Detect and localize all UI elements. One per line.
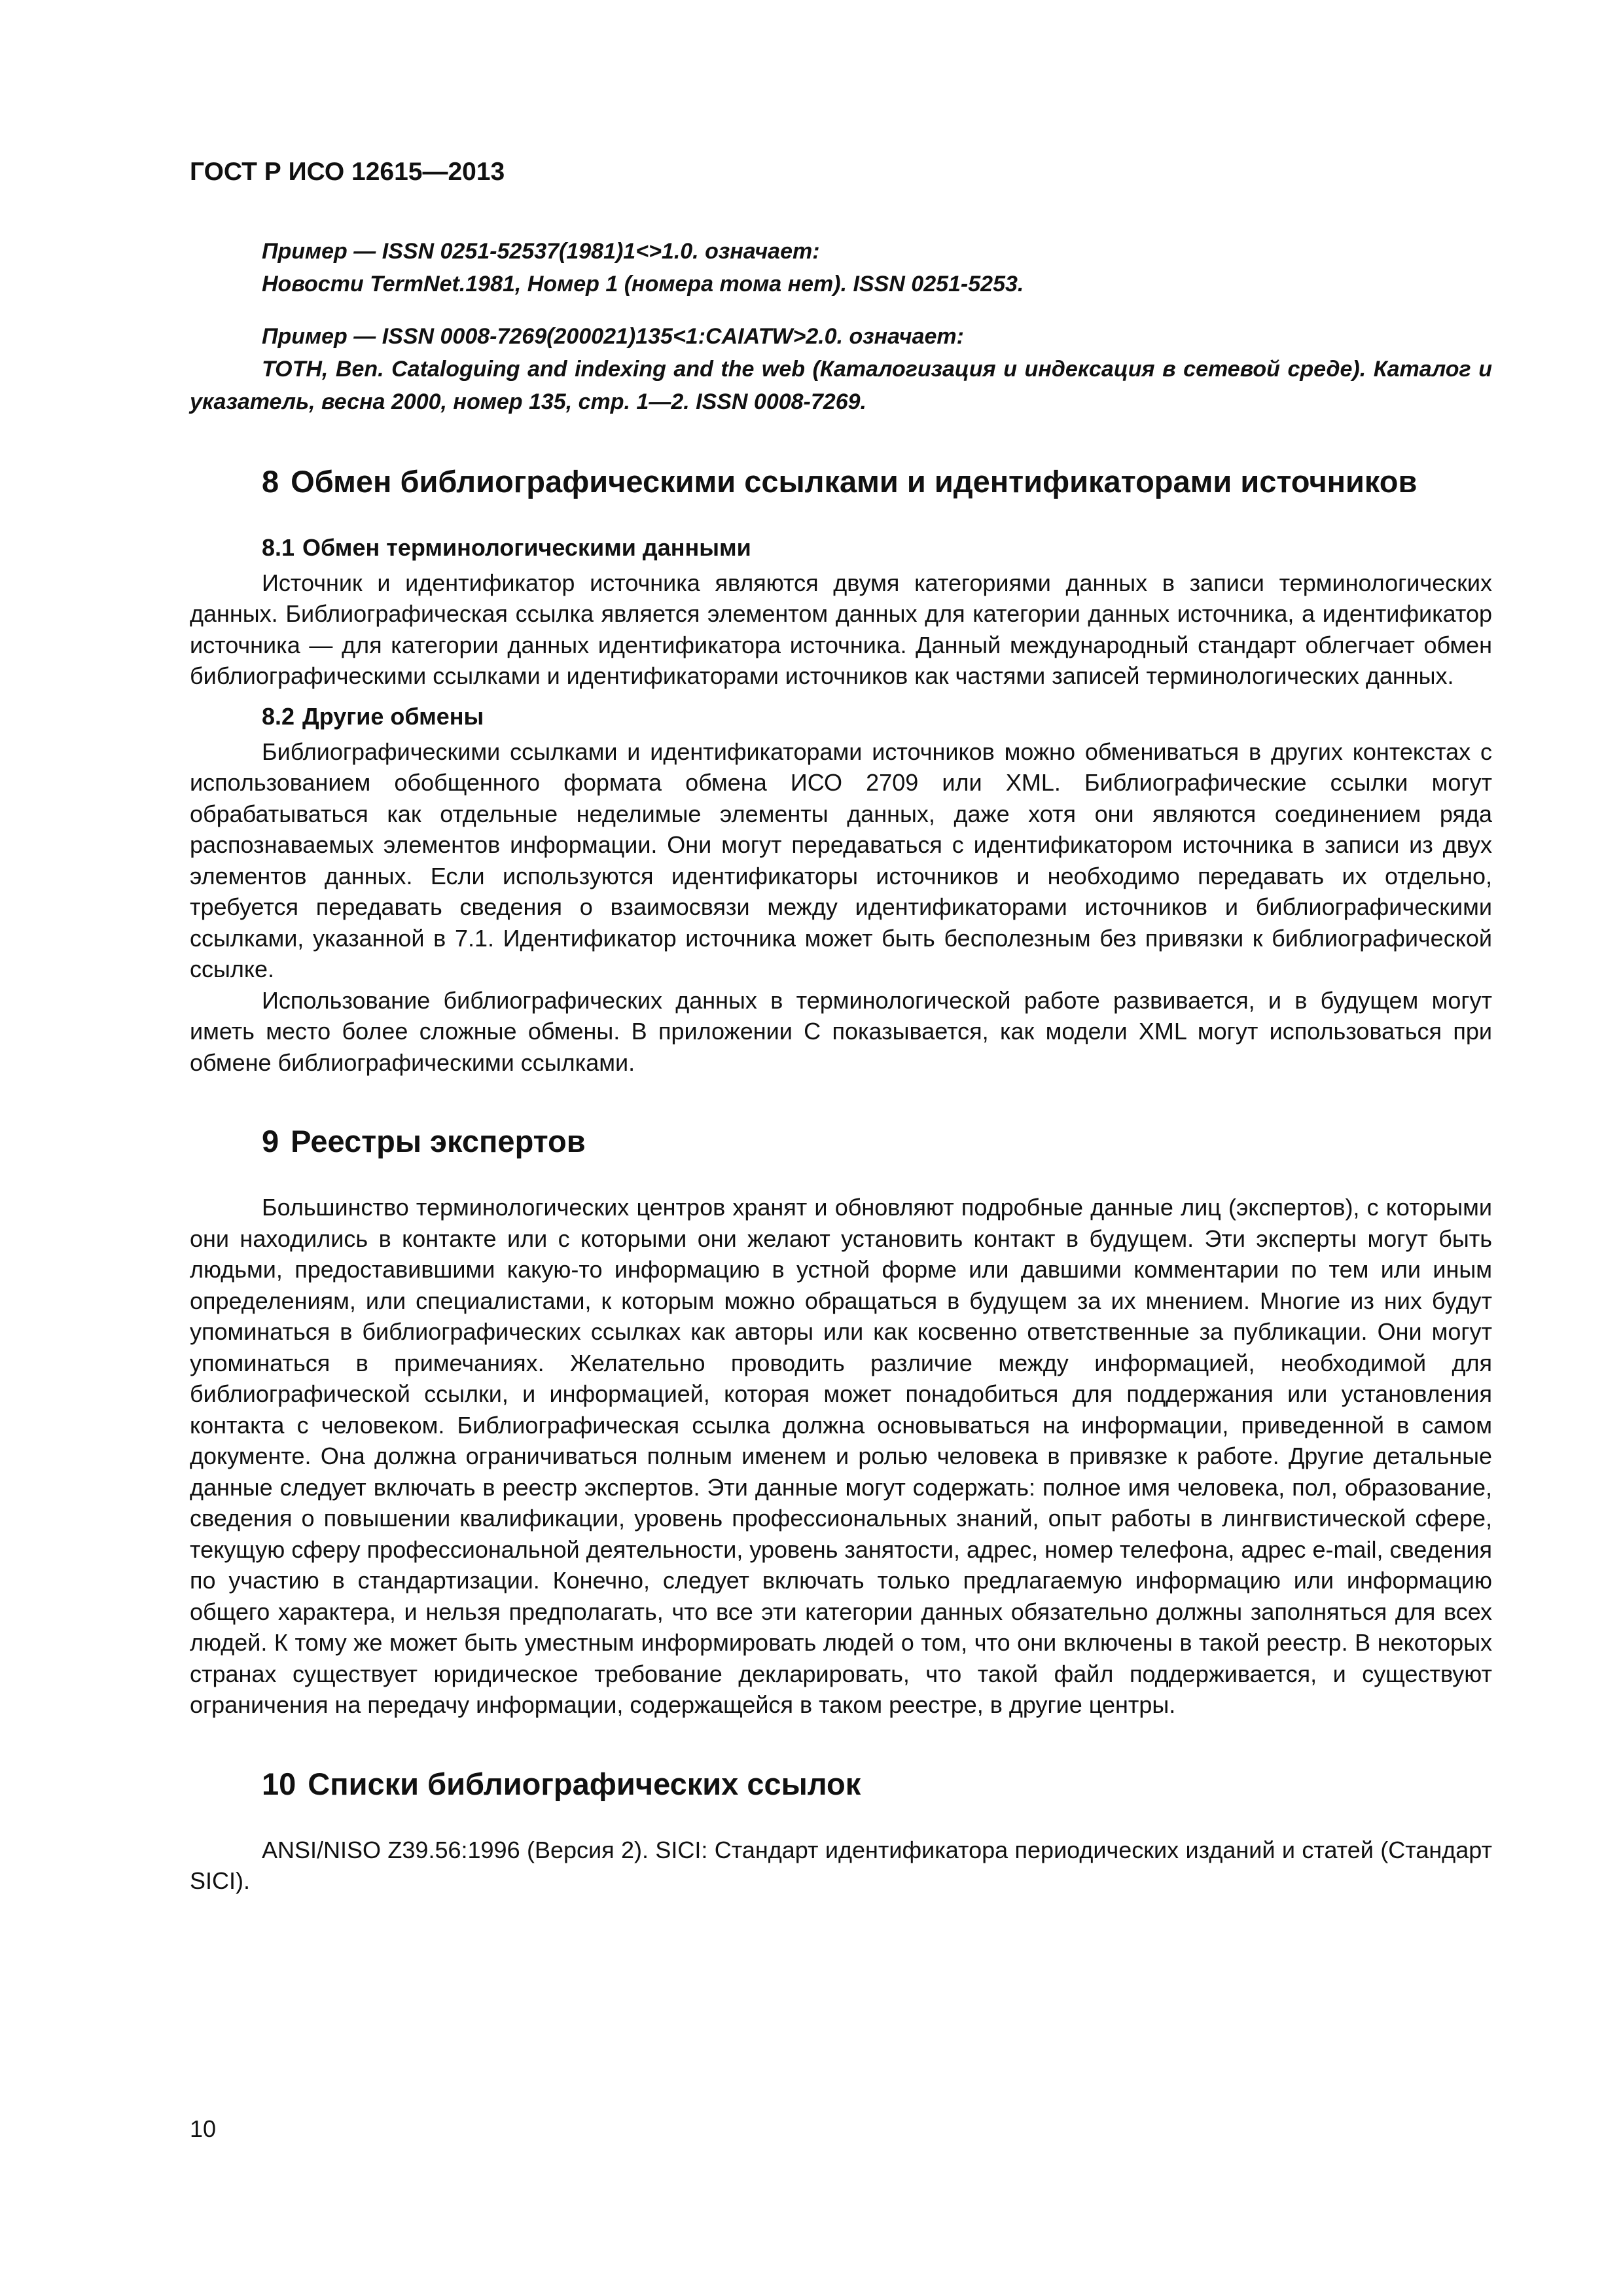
example-line: Новости TermNet.1981, Номер 1 (номера тома нет). ISSN 0251-5253.	[262, 271, 1024, 296]
section-number: 10	[262, 1766, 296, 1801]
page-number: 10	[190, 2115, 217, 2142]
section-9-heading	[262, 1121, 1492, 1162]
subsection-number: 8.1	[262, 533, 295, 561]
section-title: Реестры экспертов	[291, 1124, 586, 1159]
paragraph: Большинство терминологических центров хранят и обновляют подробные данные лиц (экспертов), с которыми они находились в контакте или с которыми они желают установить контакт в будущем. Эти эксперты могут быть людьми, предоставившими какую-то информацию в устной форме или давшими комментарии по тем или иным определениям, или специалистами, к которым можно обращаться в будущем за их мнением. Многие из них будут упоминаться в библиографических ссылках как авторы или как косвенно ответственные за публикации. Они могут упоминаться в примечаниях. Желательно проводить различие между информацией, необходимой для библиографической ссылки, и информацией, которая может понадобиться для поддержания или установления контакта с человеком. Библиографическая ссылка должна основываться на информации, приведенной в самом документе. Она должна ограничиваться полным именем и ролью человека в привязке к работе. Другие детальные данные следует включать в реестр экспертов. Эти данные могут содержать: полное имя человека, пол, образование, сведения о повышении квалификации, уровень профессиональных знаний, опыт работы в лингвистической сфере, текущую сферу профессиональной деятельности, уровень занятости, адрес, номер телефона, адрес e-mail, сведения по участию в стандартизации. Конечно, следует включать только предлагаемую информацию или информацию общего характера, и нельзя предполагать, что все эти категории данных обязательно должны заполняться для всех людей. К тому же может быть уместным информировать людей о том, что они включены в такой реестр. В некоторых странах существует юридическое требование декларировать, что такой файл поддерживается, и существуют ограничения на передачу информации, содержащейся в таком реестре, в другие центры.	[190, 1194, 1492, 1719]
paragraph: Использование библиографических данных в терминологической работе развивается, и в будущем могут иметь место более сложные обмены. В приложении С показывается, как модели XML могут использоваться при обмене библиографическими ссылками.	[190, 986, 1492, 1076]
paragraph: Источник и идентификатор источника являются двумя категориями данных в записи терминологических данных. Библиографическая ссылка является элементом данных для категории данных источника, а идентификатор источника — для категории данных идентификатора источника. Данный международный стандарт облегчает обмен библиографическими ссылками и идентификаторами источников как частями записей терминологических данных.	[190, 569, 1492, 690]
subsection-8-2-heading	[262, 701, 1492, 732]
paragraph: ANSI/NISO Z39.56:1996 (Версия 2). SICI: Стандарт идентификатора периодических изданий и статей (Стандарт SICI).	[190, 1836, 1492, 1895]
section-title: Обмен библиографическими ссылками и идентификаторами источников	[291, 463, 1418, 499]
subsection-8-1-heading	[262, 532, 1492, 564]
section-number: 8	[262, 463, 279, 499]
document-header: ГОСТ Р ИСО 12615—2013	[190, 158, 505, 186]
example-line: TOTH, Ben. Cataloguing and indexing and the web (Каталогизация и индексация в сетевой среде). Каталог и указатель, весна 2000, номер 135, стр. 1—2. ISSN 0008-7269.	[190, 356, 1492, 414]
subsection-title: Обмен терминологическими данными	[302, 533, 751, 561]
paragraph: Библиографическими ссылками и идентификаторами источников можно обмениваться в других контекстах с использованием обобщенного формата обмена ИСО 2709 или XML. Библиографические ссылки могут обрабатываться как отдельные неделимые элементы данных, даже хотя они являются соединением ряда распознаваемых элементов информации. Они могут передаваться с идентификатором источника в записи из двух элементов данных. Если используются идентификаторы источников и необходимо передавать их отдельно, требуется передавать сведения о взаимосвязи между идентификаторами источников и библиографическими ссылками, указанной в 7.1. Идентификатор источника может быть бесполезным без привязки к библиографической ссылке.	[190, 738, 1492, 983]
subsection-title: Другие обмены	[302, 702, 484, 730]
section-8-heading	[262, 461, 1492, 502]
subsection-number: 8.2	[262, 702, 295, 730]
section-10-heading	[262, 1764, 1492, 1804]
document-page	[190, 157, 1492, 1897]
example-block	[190, 320, 1492, 418]
example-block	[190, 235, 1492, 300]
example-line: Пример — ISSN 0008-7269(200021)135<1:CAIATW>2.0. означает:	[262, 323, 964, 349]
section-number: 9	[262, 1124, 279, 1159]
section-title: Списки библиографических ссылок	[308, 1766, 861, 1801]
example-line: Пример — ISSN 0251-52537(1981)1<>1.0. означает:	[262, 238, 820, 264]
